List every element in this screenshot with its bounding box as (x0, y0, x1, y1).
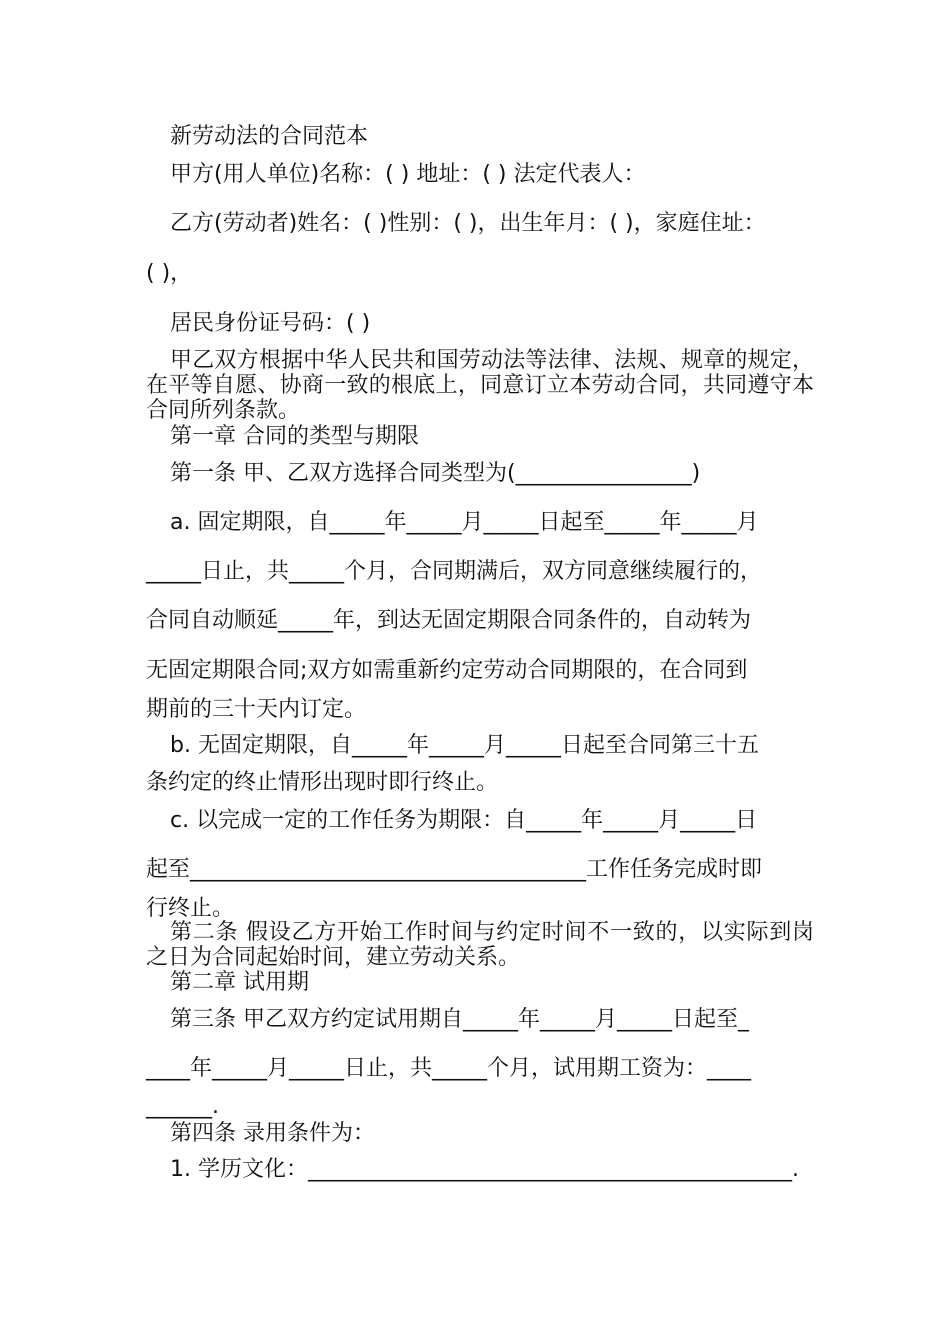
preamble-paragraph: 甲乙双方根据中华人民共和国劳动法等法律、法规、规章的规定，在平等自愿、协商一致的根底上，同意订立本劳动合同，共同遵守本合同所列条款。 (146, 348, 814, 423)
item-a-line-5: 期前的三十天内订定。 (146, 697, 367, 722)
item-b-line-2: 条约定的终止情形出现时即行终止。 (146, 770, 499, 795)
article-4-item-1: 1. 学历文化：____________________________________________. (170, 1157, 799, 1182)
article-3-line-1: 第三条 甲乙双方约定试用期自_____年_____月_____日起至_ (170, 1007, 749, 1032)
item-a-line-4: 无固定期限合同;双方如需重新约定劳动合同期限的，在合同到 (146, 658, 748, 683)
item-c-line-3: 行终止。 (146, 896, 235, 921)
article-3-line-2: ____年_____月_____日止，共_____个月，试用期工资为：____ (146, 1056, 752, 1081)
item-a-line-2: _____日止，共_____个月，合同期满后，双方同意继续履行的， (146, 559, 763, 584)
article-1: 第一条 甲、乙双方选择合同类型为(________________) (170, 461, 701, 486)
item-b-line-1: b. 无固定期限，自_____年_____月_____日起至合同第三十五 (170, 733, 759, 758)
item-c-line-2: 起至____________________________________工作任务完成时即 (146, 857, 763, 882)
party-b-line: 乙方(劳动者)姓名：( )性别：( )，出生年月：( )，家庭住址： (170, 211, 766, 236)
document-title: 新劳动法的合同范本 (170, 124, 369, 149)
item-c-line-1: c. 以完成一定的工作任务为期限：自_____年_____月_____日 (170, 808, 758, 833)
id-number-line: 居民身份证号码：( ) (170, 311, 371, 336)
item-a-line-3: 合同自动顺延_____年，到达无固定期限合同条件的，自动转为 (146, 608, 752, 633)
party-b-address-line: ( )， (146, 261, 193, 286)
party-a-line: 甲方(用人单位)名称：( ) 地址：( ) 法定代表人： (170, 162, 646, 187)
chapter-1-heading: 第一章 合同的类型与期限 (170, 424, 419, 449)
article-3-line-3: ______. (146, 1094, 219, 1119)
item-a-line-1: a. 固定期限，自_____年_____月_____日起至_____年_____月 (170, 510, 759, 535)
article-4: 第四条 录用条件为： (170, 1121, 375, 1146)
article-2: 第二条 假设乙方开始工作时间与约定时间不一致的，以实际到岗之日为合同起始时间，建立劳动关系。 (146, 920, 814, 970)
chapter-2-heading: 第二章 试用期 (170, 970, 309, 995)
